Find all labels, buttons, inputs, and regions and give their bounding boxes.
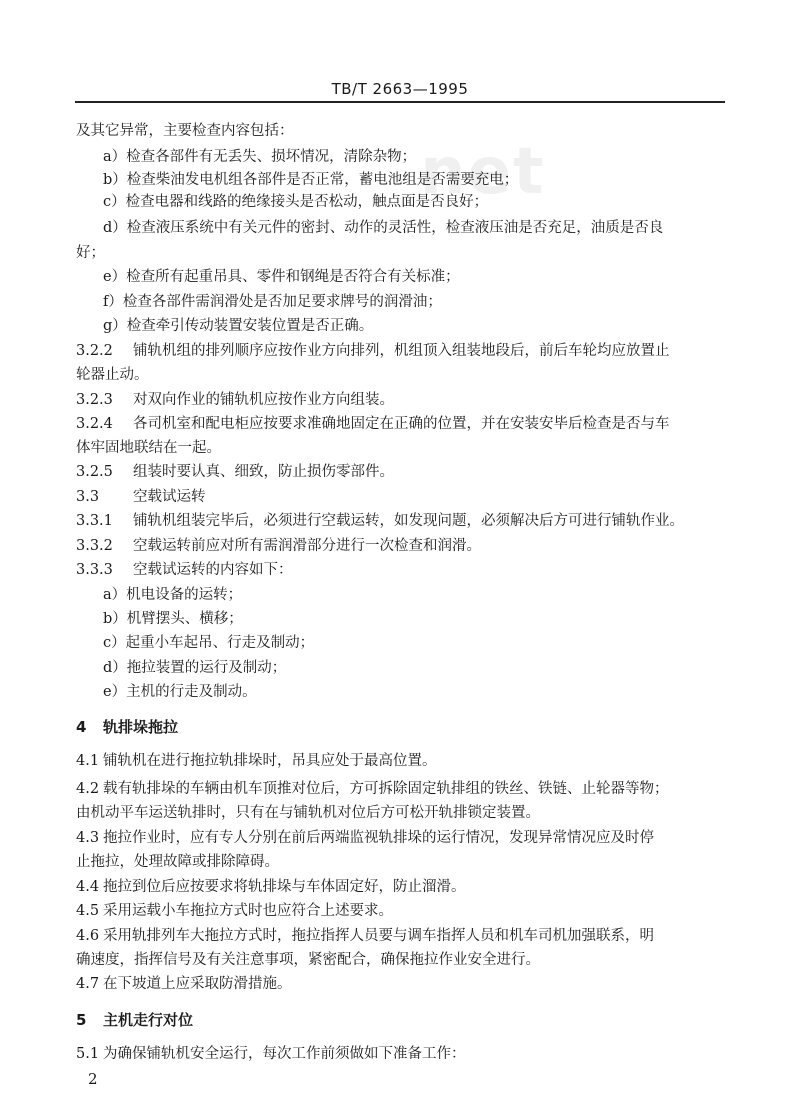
clause-3-3-2: [76, 536, 481, 556]
clause-3-2-2: [76, 341, 670, 361]
clause-3-3-3: [76, 560, 293, 580]
clause-number: 4.4: [76, 879, 100, 895]
clause-continuation: 确速度，指挥信号及有关注意事项，紧密配合，确保拖拉作业安全进行。: [76, 952, 540, 968]
list-item: e）主机的行走及制动。: [103, 684, 257, 700]
list-item: b）机臂摆头、横移；: [103, 611, 243, 627]
clause-text: 组装时要认真、细致，防止损伤零部件。: [133, 464, 394, 480]
clause-3-2-4: [76, 414, 670, 434]
clause-3-3-1: [76, 511, 684, 531]
clause-4-1: [76, 751, 437, 771]
clause-4-4: [76, 877, 466, 897]
clause-number: 4.2: [76, 781, 100, 797]
list-item: a）检查各部件有无丢失、损坏情况，清除杂物；: [103, 149, 417, 165]
clause-text: 铺轨机在进行拖拉轨排垛时，吊具应处于最高位置。: [103, 753, 437, 769]
clause-5-1: [76, 1044, 466, 1064]
section-title: 轨排垛拖拉: [103, 718, 179, 736]
clause-text: 铺轨机组的排列顺序应按作业方向排列，机组顶入组装地段后，前后车轮均应放置止: [133, 343, 670, 359]
clause-text: 载有轨排垛的车辆由机车顶推对位后，方可拆除固定轨排组的铁丝、铁链、止轮器等物；: [103, 781, 669, 797]
clause-number: 4.3: [76, 830, 100, 846]
clause-text: 采用轨排列车大拖拉方式时，拖拉指挥人员要与调车指挥人员和机车司机加强联系，明: [103, 928, 654, 944]
list-item-continuation: 好；: [76, 245, 105, 261]
clause-3-3: [76, 487, 206, 507]
clause-4-3: [76, 828, 654, 848]
clause-number: 4.7: [76, 976, 100, 992]
continued-paragraph: 及其它异常，主要检查内容包括：: [76, 123, 294, 139]
watermark: net: [420, 135, 546, 209]
clause-3-2-5: [76, 462, 394, 482]
section-title: 主机走行对位: [103, 1011, 194, 1029]
clause-number: 4.1: [76, 753, 100, 769]
clause-number: 3.3.1: [76, 513, 113, 529]
clause-4-6: [76, 926, 654, 946]
clause-number: 3.2.5: [76, 464, 113, 480]
clause-3-2-3: [76, 390, 394, 410]
clause-number: 4.6: [76, 928, 100, 944]
standard-header: TB/T 2663—1995: [331, 80, 469, 98]
clause-continuation: 轮器止动。: [76, 367, 149, 383]
clause-4-7: [76, 974, 292, 994]
clause-number: 3.3.3: [76, 562, 113, 578]
clause-heading: 空载试运转: [133, 489, 206, 505]
clause-text: 在下坡道上应采取防滑措施。: [103, 976, 292, 992]
list-item: d）拖拉装置的运行及制动；: [103, 660, 287, 676]
clause-text: 各司机室和配电柜应按要求准确地固定在正确的位置，并在安装安毕后检查是否与车: [133, 416, 670, 432]
list-item: b）检查柴油发电机组各部件是否正常，蓄电池组是否需要充电；: [103, 172, 519, 188]
clause-number: 3.3.2: [76, 538, 113, 554]
clause-text: 为确保铺轨机安全运行，每次工作前须做如下准备工作：: [103, 1046, 466, 1062]
clause-number: 3.3: [76, 489, 100, 505]
clause-4-5: [76, 901, 393, 921]
clause-text: 采用运载小车拖拉方式时也应符合上述要求。: [103, 903, 393, 919]
clause-text: 空载运转前应对所有需润滑部分进行一次检查和润滑。: [133, 538, 481, 554]
list-item: d）检查液压系统中有关元件的密封、动作的灵活性，检查液压油是否充足，油质是否良: [103, 220, 664, 236]
clause-number: 3.2.2: [76, 343, 113, 359]
clause-continuation: 由机动平车运送轨排时，只有在与铺轨机对位后方可松开轨排锁定装置。: [76, 805, 540, 821]
clause-continuation: 止拖拉，处理故障或排除障碍。: [76, 854, 279, 870]
list-item: c）检查电器和线路的绝缘接头是否松动，触点面是否良好；: [103, 194, 489, 210]
list-item: f）检查各部件需润滑处是否加足要求牌号的润滑油；: [103, 294, 442, 310]
clause-continuation: 体牢固地联结在一起。: [76, 440, 221, 456]
list-item: a）机电设备的运转；: [103, 587, 243, 603]
list-item: g）检查牵引传动装置安装位置是否正确。: [103, 318, 374, 334]
section-number: 5: [76, 1011, 87, 1029]
clause-number: 4.5: [76, 903, 100, 919]
clause-number: 3.2.4: [76, 416, 113, 432]
clause-text: 铺轨机组装完毕后，必须进行空载运转，如发现问题，必须解决后方可进行铺轨作业。: [133, 513, 684, 529]
section-number: 4: [76, 718, 87, 736]
clause-text: 拖拉到位后应按要求将轨排垛与车体固定好，防止溜滑。: [103, 879, 466, 895]
clause-4-2: [76, 779, 669, 799]
list-item: c）起重小车起吊、行走及制动；: [103, 635, 315, 651]
page-number: 2: [88, 1070, 98, 1088]
section-5-heading: [76, 1010, 193, 1030]
clause-number: 3.2.3: [76, 392, 113, 408]
clause-text: 空载试运转的内容如下：: [133, 562, 293, 578]
clause-text: 拖拉作业时，应有专人分别在前后两端监视轨排垛的运行情况，发现异常情况应及时停: [103, 830, 654, 846]
clause-number: 5.1: [76, 1046, 100, 1062]
header-rule: [75, 101, 725, 103]
section-4-heading: [76, 717, 178, 737]
list-item: e）检查所有起重吊具、零件和钢绳是否符合有关标准；: [103, 269, 460, 285]
clause-text: 对双向作业的铺轨机应按作业方向组装。: [133, 392, 394, 408]
